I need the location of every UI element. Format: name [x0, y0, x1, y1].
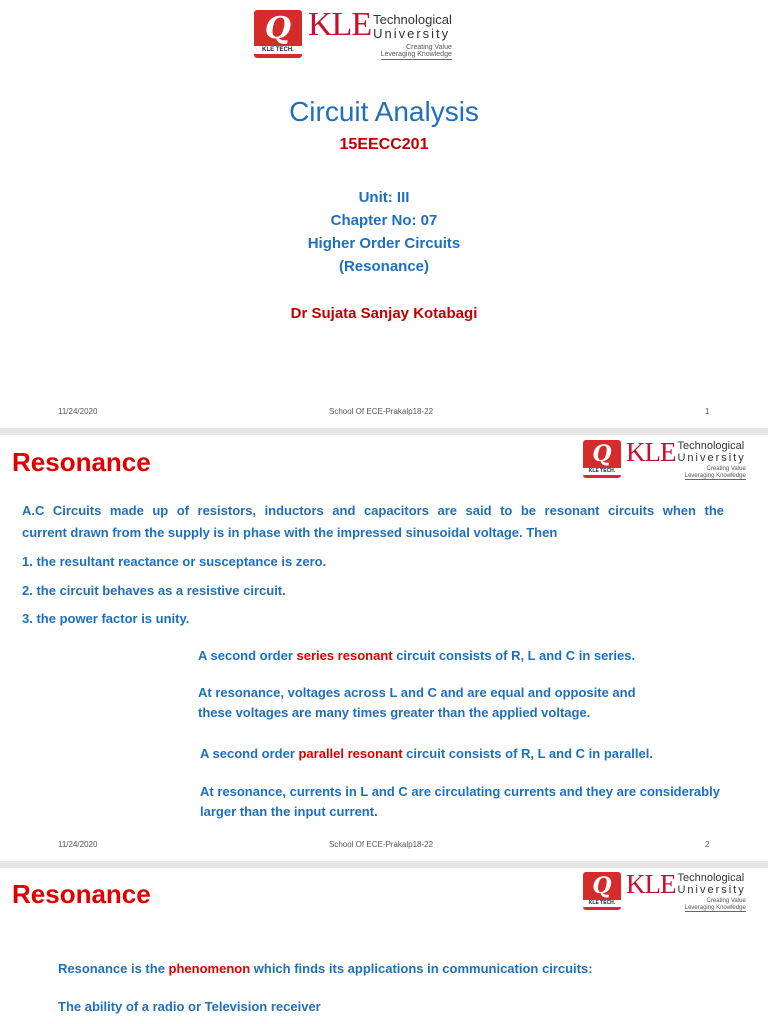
intro-paragraph	[22, 496, 724, 525]
slide-heading: Resonance	[12, 447, 151, 477]
logo-glyph: Q	[592, 873, 612, 899]
footer-page-number: 2	[705, 840, 710, 849]
resonance-application-sentence	[58, 961, 593, 976]
logo-tagline-2: Leveraging Knowledge	[684, 472, 746, 479]
logo-glyph: Q	[592, 441, 612, 467]
logo-tech-line1: Technological	[677, 872, 745, 885]
series-pre: A second order	[198, 648, 297, 663]
topic-label: Higher Order Circuits	[307, 235, 461, 252]
logo-mark-label: KLE TECH.	[254, 46, 302, 54]
kle-logo-icon	[583, 440, 621, 478]
series-highlight: series resonant	[296, 648, 393, 663]
slide-separator	[0, 428, 768, 435]
slide-separator	[0, 861, 768, 868]
line1-highlight: phenomenon	[168, 961, 251, 976]
parallel-highlight: parallel resonant	[298, 746, 403, 761]
receiver-ability-line: The ability of a radio or Television receiver	[58, 999, 321, 1014]
footer-date: 11/24/2020	[58, 840, 98, 849]
course-code: 15EECC201	[339, 136, 429, 153]
footer-school: School Of ECE-Prakalp18-22	[329, 407, 434, 416]
logo-tech-line2: University	[677, 451, 746, 464]
chapter-label: Chapter No: 07	[330, 212, 438, 229]
logo-mark-label: KLE TECH.	[583, 468, 621, 475]
point-1: 1. the resultant reactance or susceptance is zero.	[22, 554, 327, 569]
footer-page-number: 1	[705, 407, 710, 416]
logo-tech-line2: University	[373, 25, 451, 41]
unit-label: Unit: III	[358, 189, 410, 206]
line1-post: which finds its applications in communication circuits:	[250, 961, 593, 976]
author-name: Dr Sujata Sanjay Kotabagi	[290, 305, 478, 322]
point-2: 2. the circuit behaves as a resistive circuit.	[22, 583, 286, 598]
series-resonant-sentence	[198, 648, 635, 663]
university-logo	[583, 437, 746, 480]
logo-tagline-1: Creating Value	[706, 466, 746, 473]
logo-mark-label: KLE TECH.	[583, 900, 621, 907]
logo-tech-line1: Technological	[373, 12, 452, 28]
university-logo	[583, 869, 746, 912]
logo-brand: KLE	[308, 6, 372, 43]
parallel-resonant-sentence	[200, 746, 653, 761]
logo-tech-line2: University	[677, 883, 746, 896]
kle-logo-icon	[254, 10, 302, 58]
parallel-post: circuit consists of R, L and C in parallel.	[402, 746, 653, 761]
logo-brand: KLE	[626, 869, 676, 899]
line1-pre: Resonance is the	[58, 961, 169, 976]
slide-heading: Resonance	[12, 879, 151, 909]
slide-3	[0, 868, 768, 1024]
logo-tagline-2: Leveraging Knowledge	[380, 51, 452, 59]
logo-tagline-2: Leveraging Knowledge	[684, 904, 746, 911]
series-desc-line-1: At resonance, voltages across L and C and are equal and opposite and	[198, 685, 636, 700]
parallel-desc-line-2: larger than the input current.	[200, 804, 378, 819]
university-logo	[254, 6, 452, 60]
logo-glyph: Q	[264, 11, 292, 46]
logo-brand: KLE	[626, 437, 676, 467]
intro-line-2: current drawn from the supply is in phase with the impressed sinusoidal voltage. Then	[22, 525, 558, 540]
slide-1	[0, 0, 768, 428]
series-desc-line-2: these voltages are many times greater than the applied voltage.	[198, 705, 591, 720]
parallel-desc-line-1: At resonance, currents in L and C are circulating currents and they are considerably	[200, 784, 720, 799]
parallel-pre: A second order	[200, 746, 299, 761]
footer-date: 11/24/2020	[58, 407, 98, 416]
point-3: 3. the power factor is unity.	[22, 611, 190, 626]
intro-line-1: A.C Circuits made up of resistors, inductors and capacitors are said to be resonant circuits when the	[22, 503, 724, 518]
logo-tagline-1: Creating Value	[706, 898, 746, 905]
logo-tagline-1: Creating Value	[406, 43, 452, 51]
kle-logo-icon	[583, 872, 621, 910]
footer-school: School Of ECE-Prakalp18-22	[329, 840, 434, 849]
slide-2	[0, 435, 768, 861]
slide-title: Circuit Analysis	[289, 96, 479, 127]
logo-tech-line1: Technological	[677, 440, 745, 453]
subtopic-label: (Resonance)	[338, 258, 430, 275]
series-post: circuit consists of R, L and C in series.	[392, 648, 636, 663]
